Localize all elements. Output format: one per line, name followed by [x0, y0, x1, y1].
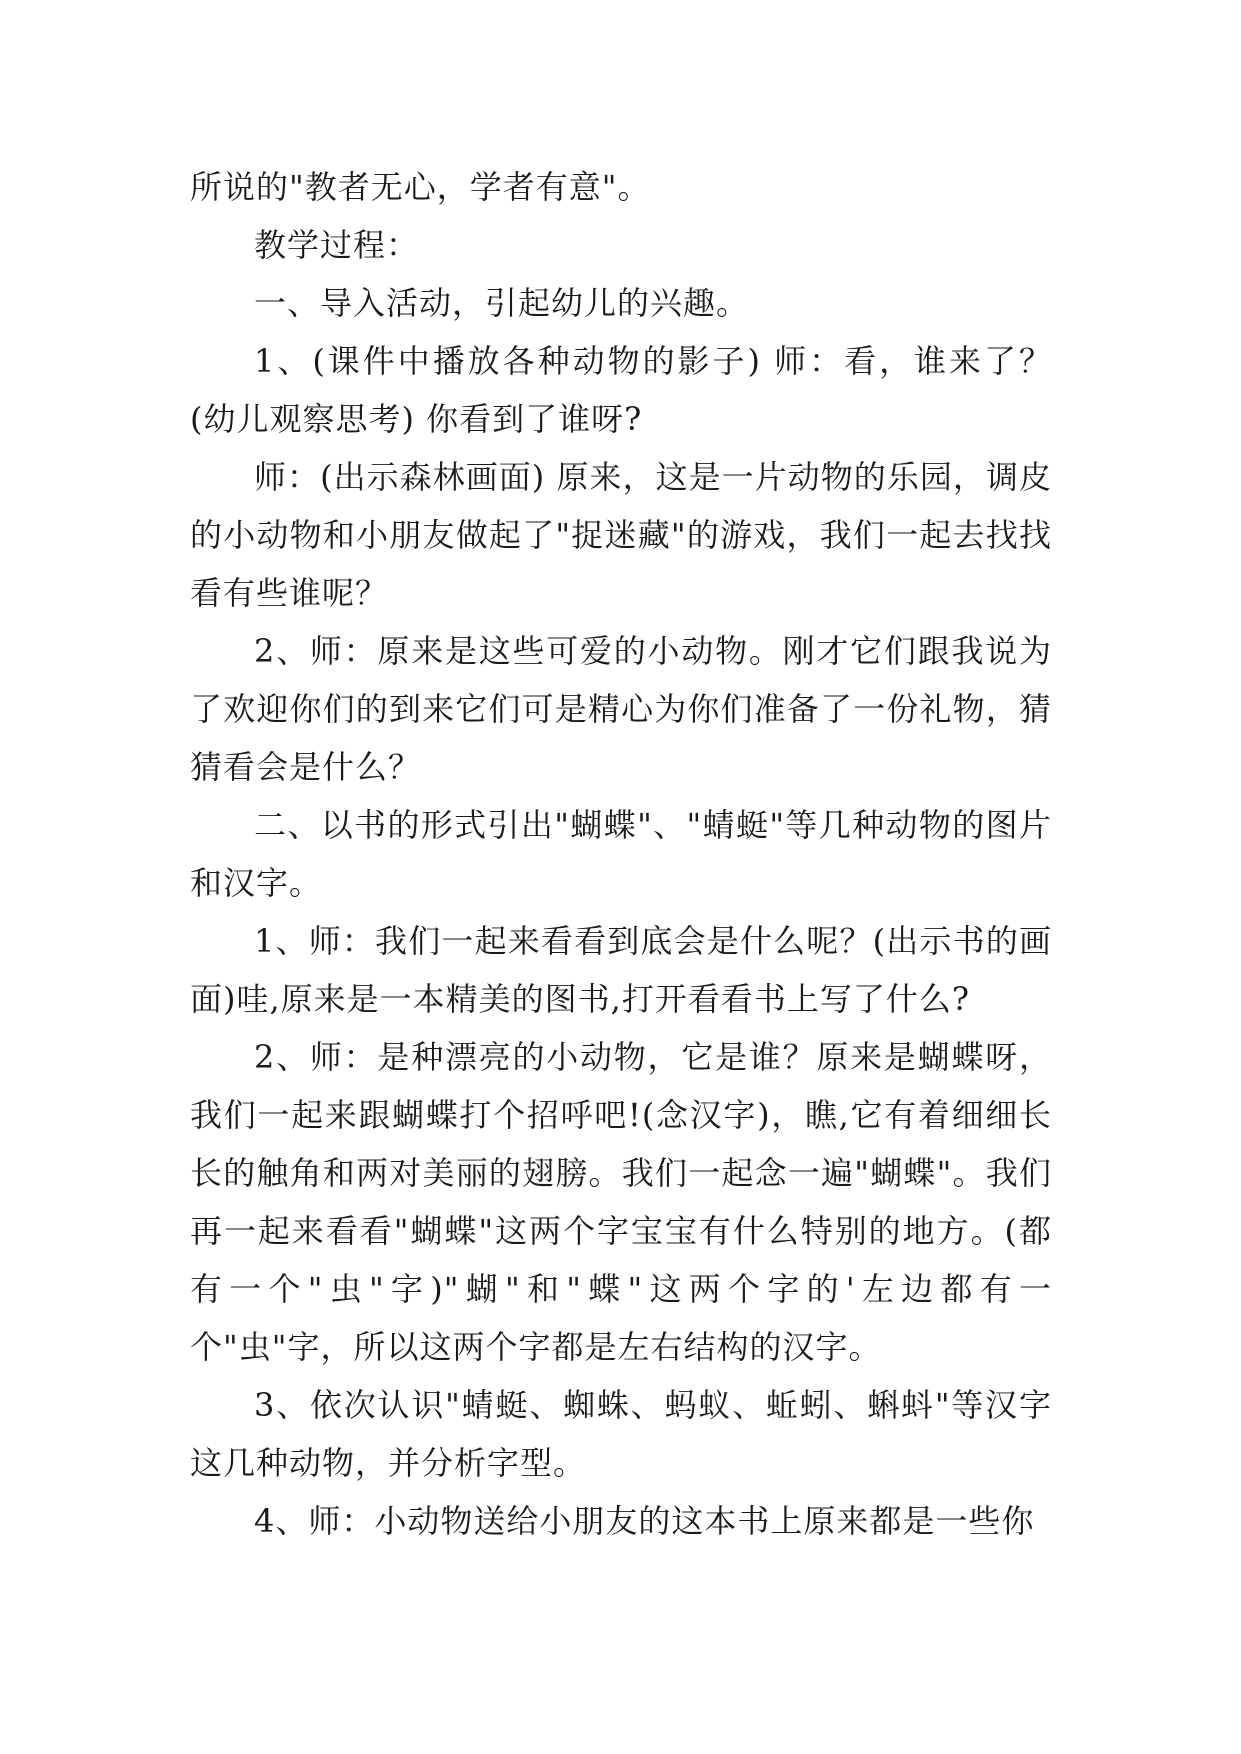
paragraph-7: 二、以书的形式引出"蝴蝶"、"蜻蜓"等几种动物的图片和汉字。: [190, 806, 1052, 902]
paragraph-11: 4、师：小动物送给小朋友的这本书上原来都是一些你: [254, 1502, 1035, 1540]
paragraph-5: 师：(出示森林画面) 原来，这是一片动物的乐园，调皮的小动物和小朋友做起了"捉迷藏"的游戏，我们一起去找找看有些谁呢？: [190, 458, 1052, 612]
document-body: [190, 158, 1052, 1550]
paragraph-1: 所说的"教者无心，学者有意"。: [190, 168, 651, 206]
paragraph-10: 3、依次认识"蜻蜓、蜘蛛、蚂蚁、蚯蚓、蝌蚪"等汉字这几种动物，并分析字型。: [190, 1386, 1052, 1482]
paragraph-3: 一、导入活动，引起幼儿的兴趣。: [254, 284, 750, 322]
paragraph-9: 2、师：是种漂亮的小动物，它是谁？原来是蝴蝶呀，我们一起来跟蝴蝶打个招呼吧!(念汉字)，瞧,它有着细细长长的触角和两对美丽的翅膀。我们一起念一遍"蝴蝶"。我们再一起来看看"蝴蝶"这两个字宝宝有什么特别的地方。(都有一个"虫"字)"蝴"和"蝶"这两个字的'左边都有一个"虫"字，所以这两个字都是左右结构的汉字。: [190, 1038, 1052, 1366]
paragraph-6: 2、师：原来是这些可爱的小动物。刚才它们跟我说为了欢迎你们的到来它们可是精心为你们准备了一份礼物，猜猜看会是什么？: [190, 632, 1052, 786]
paragraph-4: 1、(课件中播放各种动物的影子) 师：看，谁来了？(幼儿观察思考) 你看到了谁呀?: [190, 342, 1052, 438]
paragraph-8: 1、师：我们一起来看看到底会是什么呢？(出示书的画面)哇,原来是一本精美的图书,打开看看书上写了什么?: [190, 922, 1052, 1018]
paragraph-2: 教学过程：: [254, 226, 420, 264]
